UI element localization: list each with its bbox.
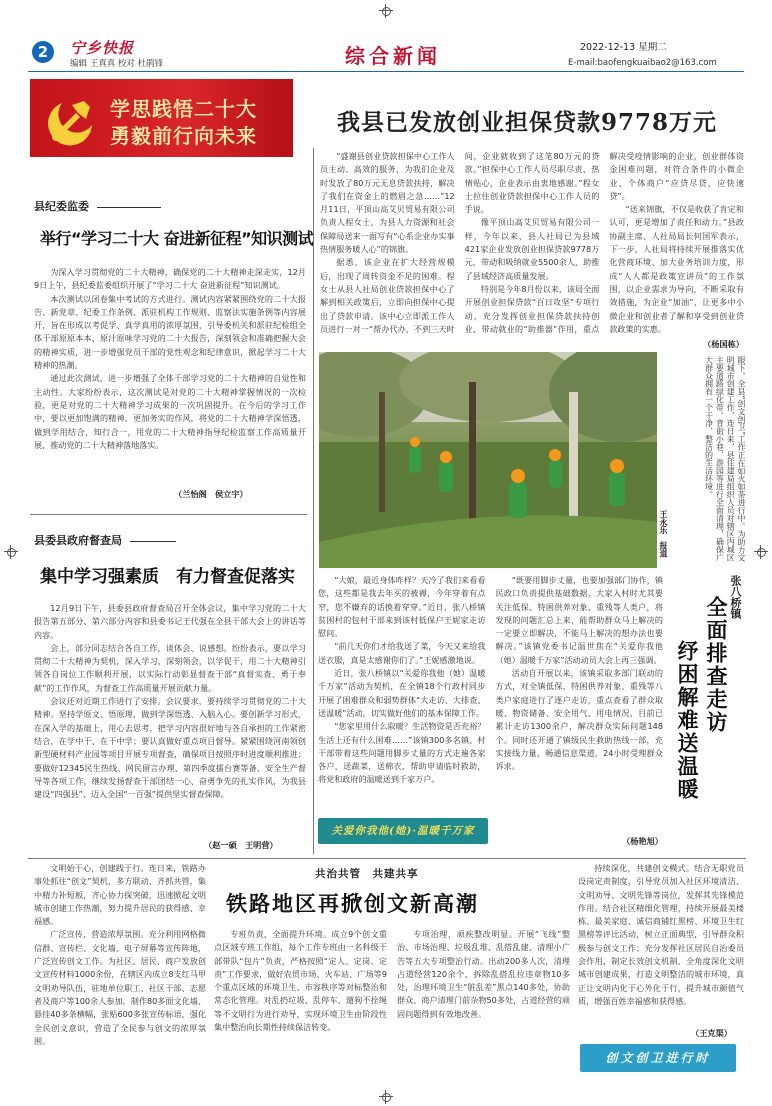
news-photo	[319, 352, 657, 568]
story5-paragraph: 专班负责，全面提升环境。成立9个创文重点区域专班工作组，每个工作专班由一名科级干部带队“包片”负责，严格按照“定人、定岗、定责”工作要求，做好农贸市场、火车站、广场等9个重点区域的环境卫生、市容秩序等对标整治和常态化管理。对乱扔垃圾、乱停车、遛狗不拴绳等不文明行为进行劝导，实现环境卫生由阶段性集中整治向长期性持续保洁转变。	[214, 929, 387, 1033]
registration-mark-left	[4, 545, 18, 559]
story5-slogan-banner	[580, 1044, 736, 1072]
photo-illustration	[319, 352, 657, 568]
divider	[30, 514, 307, 515]
banner-line-2: 勇毅前行向未来	[110, 124, 257, 148]
story3-body	[320, 150, 744, 350]
story3-byline: （杨国栋）	[700, 339, 744, 350]
story4-paragraph: “大娘，最近身体咋样？天冷了我们来看看您，这些都是我去年买的被褥，今年穿着有点窄，您不嫌弃的话换着穿穿。”近日，张八桥镇贫困村的包村干部来到该村低保户王妮家走访慰问。	[318, 575, 486, 639]
party-emblem-icon	[44, 91, 100, 147]
story3-paragraph: 特别是今年8月份以来，该局全面开展创业担保贷款“百日攻坚”专项行动，充分发挥创业担保贷款扶持创业、带动就业的“助推器”作用，重点解决受疫情影响的企业，创业群体资金困难问题，对符合条件的小微企业、个体商户“应贷尽贷，应快速贷”。	[464, 151, 744, 334]
story3-paragraph: “盛谢县创业贷款担保中心工作人员主动、高效的服务，为我们企业及时发放了80万元无息贷款扶持，解决了我们在资金上的燃眉之急……”12月11日，平顶山高艾贝贸易有限公司负责人程女士，为县人力资源和社会保障局送来一面写有“心系企业办实事 热情服务暖人心”的锦旗。	[320, 151, 463, 255]
photo-credit: 王永乐 报道	[659, 510, 668, 558]
story1-kicker-text: 县纪委监委	[34, 200, 89, 213]
story4-slogan-banner	[318, 818, 488, 844]
issue-date: 2022-12-13 星期二	[580, 42, 667, 53]
photo-caption: 眼下，全县“创文创卫”工作正在如火如荼进行中。为助力文明城市创建工作，连日来，县住建局组织人员对辖区内城区主要道路绿化带、背街小巷、游园等进行全面清理，确保广大群众拥有一个干净、整洁的生活环境。	[704, 356, 746, 562]
story5-title: 铁路地区再掀创文新高潮	[226, 892, 479, 916]
story4-paragraph: 活动自开展以来，该镇采取多部门联动的方式，对全镇低保、特困供养对象、重残等八类户家庭进行了逐户走访，重点查看了群众取暖、物资储备、安全用气、用电情况，目前已累计走访1300余户，解决群众实际问题148个。同时还开通了镇级民生救助热线一部，充实接线力量，畅通信息渠道，24小时受理群众诉求。	[495, 668, 663, 772]
story4-body	[318, 574, 663, 814]
story1-paragraph: 为深入学习贯彻党的二十大精神，确保党的二十大精神走深走实，12月9日上午，县纪委监委组织开展了“学习二十大 奋进新征程”知识测试。	[34, 267, 306, 291]
story2-byline: （赵一硕 王明营）	[200, 840, 278, 851]
story5-body-left	[34, 862, 206, 1076]
story1-byline: （兰怡阁 侯立宇）	[170, 489, 248, 500]
registration-mark-bottom	[379, 1090, 393, 1104]
story1-title: 举行“学习二十大 奋进新征程”知识测试	[40, 229, 314, 248]
theme-banner	[30, 79, 293, 157]
story5-byline: （王克渠）	[688, 1028, 732, 1039]
story2-body	[34, 602, 306, 850]
story2-paragraph: 会议还对近期工作进行了安排。会议要求，要持续学习贯彻党的二十大精神。坚持学原文、悟原理，做到学深悟透、入脑入心。要创新学习形式，在深入学的基础上，用心去思考，把学习内容很好地与各自承担的工作紧密结合，在学中干、在干中学；要认真做好重点项目督导。紧紧围绕河南领创新型硬材料产业园等项目开展专项督查，确保项目按照序时进度顺利推进；要做好12345民生热线、网民留言办理、第四季度擂台赛等备、安全生产督导等各项工作，继续发扬督查干部团结一心、奋勇争先的扎实作风，为我县建设“四强县”、迈入全国“一百强”提供坚实督查保障。	[34, 696, 306, 800]
story4-byline: （杨艳旭）	[622, 836, 663, 846]
registration-mark-right	[754, 545, 768, 559]
story4-title-col1: 全面排查走访	[704, 596, 729, 734]
story4-paragraph: “您家里用什么取暖？生活物资是否充裕？生活上还有什么困难……”该镇300多名镇、村干部带着这些问题用脚步丈量的方式走遍各家各户，送蔬菜，送棉衣，帮助申请临时救助，将党和政府的温暖送到千家万户。	[318, 721, 486, 785]
story1-kicker	[34, 198, 161, 214]
story4-paragraph: “既要用脚步丈量，也要加强部门协作，镇民政口负责提供基础数据，大家入村时尤其要关注低保、特困供养对象、重残等人类户，将发现的问题汇总上来，能帮助群众马上解决的一定要立即解决，不能马上解决的想办法也要解决。”该镇党委书记温世焦在“关爱你我他（她）温暖千万家”活动动员大会上再三强调。	[495, 575, 663, 665]
story3-paragraph: 据悉，该企业在扩大经营规模后，出现了周转资金不足的困难。程女士从县人社局创业贷款担保中心了解到相关政策后，立即向担保中心提出了贷款申请。该中心立即派工作人员进行一对一“帮办代办，不到三天时间，企业就收到了这笔80万元的贷款。”担保中心工作人员尽职尽责、热情贴心，企业表示由衷地感谢。”程女士拉住创业贷款担保中心工作人员的手说。	[320, 151, 600, 334]
story4-paragraph: “前几天你们才给我送了菜，今天又来给我送衣服，真是太感谢你们了。”王妮感激地说。	[318, 641, 486, 665]
story4-paragraph: 近日，张八桥镇以“关爱你我他（她）温暖千万家”活动为契机，在全镇18个行政村同步开展了困难群众和弱势群体“大走访、大排查、送温暖”活动，切实做好他们的基本保障工作。	[318, 668, 486, 718]
banner-line-1: 学思践悟二十大	[110, 97, 257, 121]
divider	[28, 858, 746, 859]
credits: 编辑 王真真 校对 杜鹃锋	[70, 59, 164, 69]
story4-title-col2: 纾困解难送温暖	[675, 640, 700, 801]
story5-body-right	[578, 862, 744, 1040]
story2-title: 集中学习强素质 有力督查促落实	[40, 567, 295, 587]
main-headline: 我县已发放创业担保贷款9778万元	[337, 109, 718, 136]
story1-body	[34, 266, 306, 506]
story5-body-mid	[214, 928, 570, 1078]
story2-kicker	[34, 532, 176, 548]
story2-kicker-text: 县委县政府督查局	[34, 534, 122, 547]
paper-name: 宁乡快报	[70, 39, 135, 57]
registration-mark-top	[379, 4, 393, 18]
page-number: 2	[37, 43, 49, 61]
story2-paragraph: 会上，部分同志结合各自工作，谈体会、说感想。纷纷表示，要以学习贯彻二十大精神为契机，深入学习，深刻领会，以学促干，用二十大精神引领各自岗位工作顺利开展，以实际行动彰显督查干部“真督实查、勇于奉献”的工作作风，为督查工作高质量开展贡献力量。	[34, 642, 306, 693]
story5-slogan: 创文创卫进行时	[605, 1051, 711, 1065]
story5-paragraph: 持续深化，共建创文模式。结合无职党员设岗定责制度，引导党员加入社区环境清洁、文明劝导、文明先锋等岗位，发挥其先锋模范作用。结合社区精细化管理，持续开展最美楼栋、最美家庭、诚信商铺红黑榜、环境卫生红黑榜等评比活动，树立正面典型，引导群众积极参与创文工作；充分发挥社区居民自治委员会作用，制定长效创文机制，全角度深化文明城市创建成果，打造文明整洁的城市环境，真正让文明内化于心外化于行，提升城市颜值气质，增强百姓幸福感和获得感。	[578, 863, 744, 1006]
story2-paragraph: 12月9日下午，县委县政府督查局召开全体会议，集中学习党的二十大报告第五部分、第六部分内容和县委书记王代强在全县干部大会上的讲话等内容。	[34, 603, 306, 640]
story1-paragraph: 本次测试以闭卷集中考试的方式进行。测试内容紧紧围绕党的二十大报告、新党章、纪委工作条例、派驻机构工作规则、监察法实施条例等内容展开，旨在形成以考促学、真学真用的浓厚氛围，引导委机关和派驻纪检组全体干部原原本本、原汁原味学习党的二十大报告，深刻领会和准确把握大会的精神实质，进一步增强党员干部的党性观念和纪律意识，掀起学习二十大精神的热潮。	[34, 293, 306, 371]
page-number-badge	[32, 41, 54, 63]
story4-slogan: 关爱你我他(她)·温暖千万家	[331, 825, 475, 837]
story4-kicker-text: 张八桥镇	[729, 575, 742, 619]
story3-paragraph: “送来锦旗，不仅是收获了肯定和认可，更是增加了责任和动力。”县政协副主席、人社局局长何国军表示，下一步，人社局将持续开展推落实优化营商环境、加大业务培训力度，形成“人人都是政策宣讲员”的工作氛围，以企业需求为导向，不断采取有效措施，为企业“加油”，让更多中小微企业和创业者了解和享受到创业贷款政策的实惠。	[609, 204, 744, 334]
story3-paragraph: 像平顶山高艾贝贸易有限公司一样，今年以来，县人社局已为县域421家企业发放创业担保贷款9778万元，带动和吸纳就业5500余人，助推了县域经济高质量发展。	[464, 217, 600, 281]
section-title: 综合新闻	[345, 44, 441, 68]
story5-paragraph: 文明始于心，创建践于行。连日来，铁路办事处抓住“创文”契机，多方联动、齐抓共管，集中精力补短板，齐心协力探突破，迅速掀起文明城市创建工作热潮，努力提升居民的获得感、幸福感。	[34, 863, 206, 927]
story1-paragraph: 通过此次测试，进一步增强了全体干部学习党的二十大精神的自觉性和主动性。大家纷纷表示，这次测试是对党的二十大精神掌握情况的一次检验，更是对党的二十大精神学习成果的一次巩固提升。在今后的学习工作中，要以更加饱满的精神、更加务实的作风，将党的二十大精神学深悟透，做到学用结合，知行合一，用党的二十大精神指导纪检监察工作高质量开展，推动党的二十大精神落地落实。	[34, 373, 306, 450]
contact-email: E-mail:baofengkuaibao2@163.com	[568, 58, 717, 68]
story5-kicker: 共治共管 共建共享	[315, 868, 419, 880]
column-divider	[313, 148, 314, 854]
story5-paragraph: 广泛宣传，营造浓厚氛围。充分利用网格微信群、宣传栏、文化墙、电子屏幕等宣传阵地，广泛宣传创文工作。为社区、居民、商户发放创文宣传材料1000余份，在辖区内成立8支红马甲文明劝导队伍，驻地单位职工、社区干部、志愿者及商户等100余人参加。制作80多面文化墙、悬挂40多条横幅，张贴600多张宣传标语，强化全民创文意识，营造了全民参与创文的浓厚氛围。	[34, 929, 206, 1046]
header-divider	[28, 71, 744, 72]
story5-paragraph: 专项治理，顽疾整改明显。开展“飞线”整治、市场治理、垃圾乱堆、乱搭乱建、清理小广告等五大专项整治行动。出动200多人次，清理占道经营120余个，拆除乱搭乱拉违章物10多处，治理环境卫生“脏乱差”黑点140多处，协助群众、商户清理门前杂物50多处，占道经营的顽固问题得到有效地改善。	[397, 929, 570, 1019]
